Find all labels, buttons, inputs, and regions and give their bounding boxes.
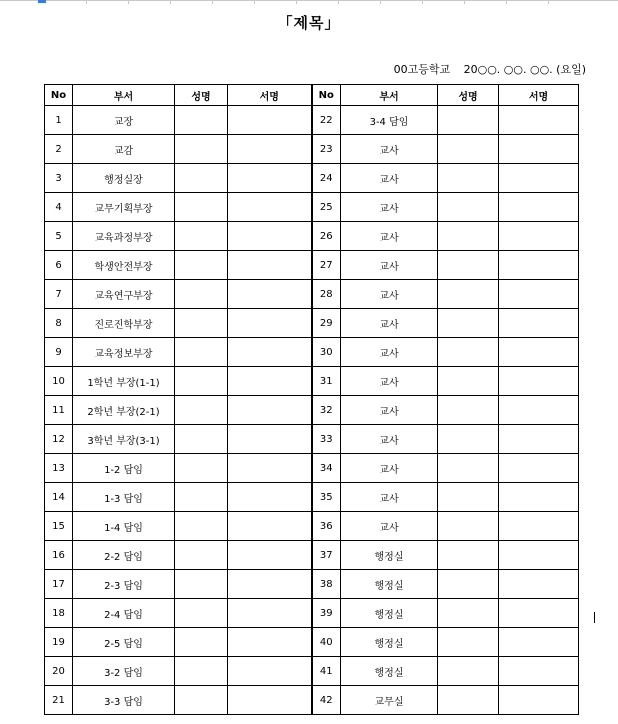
- cell-name-input[interactable]: [438, 338, 499, 367]
- table-row: [45, 686, 579, 715]
- cell-name-input[interactable]: [438, 512, 499, 541]
- header-no: No: [312, 85, 341, 106]
- cell-name-input[interactable]: [438, 367, 499, 396]
- cell-name-input[interactable]: [438, 280, 499, 309]
- cell-no: 16: [45, 541, 73, 570]
- cell-no: 31: [312, 367, 341, 396]
- ruler-tick: [380, 1, 381, 4]
- cell-signature-input[interactable]: [499, 251, 579, 280]
- header-no: No: [45, 85, 73, 106]
- cell-signature-input[interactable]: [499, 628, 579, 657]
- school-name: 00고등학교: [393, 63, 451, 76]
- cell-name-input[interactable]: [175, 164, 228, 193]
- table-row: [45, 541, 579, 570]
- cell-name-input[interactable]: [175, 512, 228, 541]
- cell-dept: 1학년 부장(1-1): [73, 367, 175, 396]
- header-dept: 부서: [341, 85, 438, 106]
- cell-dept: 행정실: [341, 570, 438, 599]
- cell-no: 1: [45, 106, 73, 135]
- table-row: [45, 367, 579, 396]
- table-row: [45, 454, 579, 483]
- cell-name-input[interactable]: [438, 425, 499, 454]
- cell-no: 18: [45, 599, 73, 628]
- cell-name-input[interactable]: [175, 657, 228, 686]
- ruler-tick: [128, 1, 129, 4]
- cell-no: 4: [45, 193, 73, 222]
- cell-no: 24: [312, 164, 341, 193]
- cell-no: 39: [312, 599, 341, 628]
- cell-signature-input[interactable]: [228, 686, 312, 715]
- table-row: [45, 599, 579, 628]
- cell-dept: 1-2 담임: [73, 454, 175, 483]
- table-row: [45, 628, 579, 657]
- ruler-indent-marker[interactable]: [38, 0, 46, 3]
- cell-dept: 2-5 담임: [73, 628, 175, 657]
- cell-signature-input[interactable]: [499, 367, 579, 396]
- cell-name-input[interactable]: [175, 396, 228, 425]
- cell-no: 35: [312, 483, 341, 512]
- cell-dept: 교감: [73, 135, 175, 164]
- cell-no: 9: [45, 338, 73, 367]
- cell-dept: 교사: [341, 338, 438, 367]
- document-date: 20○○. ○○. ○○. (요일): [463, 63, 586, 76]
- cell-signature-input[interactable]: [499, 309, 579, 338]
- cell-dept: 3-2 담임: [73, 657, 175, 686]
- cell-dept: 교사: [341, 164, 438, 193]
- cell-dept: 행정실: [341, 628, 438, 657]
- cell-dept: 교사: [341, 454, 438, 483]
- cell-dept: 행정실: [341, 599, 438, 628]
- table-row: [45, 251, 579, 280]
- document-subline: [394, 61, 586, 77]
- cell-no: 36: [312, 512, 341, 541]
- cell-no: 40: [312, 628, 341, 657]
- cell-no: 12: [45, 425, 73, 454]
- cell-name-input[interactable]: [175, 599, 228, 628]
- cell-no: 11: [45, 396, 73, 425]
- table-row: [45, 483, 579, 512]
- cell-name-input[interactable]: [175, 338, 228, 367]
- editor-ruler: [0, 0, 618, 5]
- cell-signature-input[interactable]: [228, 164, 312, 193]
- table-row: [45, 135, 579, 164]
- table-row: [45, 396, 579, 425]
- cell-signature-input[interactable]: [499, 541, 579, 570]
- cell-dept: 교무기획부장: [73, 193, 175, 222]
- cell-signature-input[interactable]: [499, 396, 579, 425]
- cell-dept: 1-4 담임: [73, 512, 175, 541]
- cell-dept: 행정실: [341, 541, 438, 570]
- cell-dept: 교사: [341, 396, 438, 425]
- cell-signature-input[interactable]: [228, 338, 312, 367]
- cell-no: 32: [312, 396, 341, 425]
- table-row: [45, 280, 579, 309]
- table-row: [45, 512, 579, 541]
- table-row: [45, 193, 579, 222]
- cell-dept: 교사: [341, 222, 438, 251]
- cell-no: 27: [312, 251, 341, 280]
- cell-dept: 행정실: [341, 657, 438, 686]
- cell-name-input[interactable]: [438, 164, 499, 193]
- header-signature: 서명: [228, 85, 312, 106]
- cell-signature-input[interactable]: [499, 483, 579, 512]
- cell-no: 5: [45, 222, 73, 251]
- table-row: [45, 570, 579, 599]
- cell-name-input[interactable]: [175, 570, 228, 599]
- ruler-tick: [464, 1, 465, 4]
- cell-no: 6: [45, 251, 73, 280]
- table-body: [45, 106, 579, 715]
- ruler-tick: [170, 1, 171, 4]
- cell-signature-input[interactable]: [228, 425, 312, 454]
- cell-dept: 교육정보부장: [73, 338, 175, 367]
- cell-no: 34: [312, 454, 341, 483]
- cell-signature-input[interactable]: [228, 193, 312, 222]
- cell-dept: 교장: [73, 106, 175, 135]
- cell-signature-input[interactable]: [499, 222, 579, 251]
- cell-signature-input[interactable]: [228, 599, 312, 628]
- cell-name-input[interactable]: [438, 251, 499, 280]
- cell-signature-input[interactable]: [499, 512, 579, 541]
- cell-signature-input[interactable]: [228, 628, 312, 657]
- cell-signature-input[interactable]: [228, 657, 312, 686]
- cell-no: 22: [312, 106, 341, 135]
- cell-no: 8: [45, 309, 73, 338]
- cell-signature-input[interactable]: [228, 454, 312, 483]
- ruler-tick: [212, 1, 213, 4]
- table-row: [45, 338, 579, 367]
- cell-no: 41: [312, 657, 341, 686]
- cell-no: 21: [45, 686, 73, 715]
- cell-no: 14: [45, 483, 73, 512]
- cell-name-input[interactable]: [438, 193, 499, 222]
- cell-signature-input[interactable]: [228, 483, 312, 512]
- cell-dept: 교사: [341, 251, 438, 280]
- cell-no: 2: [45, 135, 73, 164]
- cell-name-input[interactable]: [438, 106, 499, 135]
- cell-no: 26: [312, 222, 341, 251]
- cell-signature-input[interactable]: [499, 657, 579, 686]
- cell-dept: 1-3 담임: [73, 483, 175, 512]
- cell-name-input[interactable]: [175, 135, 228, 164]
- cell-signature-input[interactable]: [228, 251, 312, 280]
- cell-no: 25: [312, 193, 341, 222]
- cell-no: 23: [312, 135, 341, 164]
- cell-name-input[interactable]: [438, 570, 499, 599]
- cell-name-input[interactable]: [175, 425, 228, 454]
- cell-signature-input[interactable]: [499, 106, 579, 135]
- cell-dept: 2-3 담임: [73, 570, 175, 599]
- cell-signature-input[interactable]: [499, 686, 579, 715]
- cell-no: 33: [312, 425, 341, 454]
- cell-dept: 교사: [341, 309, 438, 338]
- cell-signature-input[interactable]: [228, 280, 312, 309]
- ruler-tick: [296, 1, 297, 4]
- cell-signature-input[interactable]: [499, 164, 579, 193]
- document-title: 「제목」: [277, 14, 341, 32]
- ruler-tick: [338, 1, 339, 4]
- cell-name-input[interactable]: [438, 483, 499, 512]
- cell-name-input[interactable]: [438, 309, 499, 338]
- cell-dept: 진로진학부장: [73, 309, 175, 338]
- cell-name-input[interactable]: [175, 541, 228, 570]
- cell-name-input[interactable]: [438, 135, 499, 164]
- cell-no: 19: [45, 628, 73, 657]
- cell-signature-input[interactable]: [499, 135, 579, 164]
- table-row: [45, 106, 579, 135]
- cell-dept: 3-3 담임: [73, 686, 175, 715]
- cell-dept: 학생안전부장: [73, 251, 175, 280]
- cell-name-input[interactable]: [438, 628, 499, 657]
- cell-no: 38: [312, 570, 341, 599]
- cell-name-input[interactable]: [438, 454, 499, 483]
- cell-dept: 행정실장: [73, 164, 175, 193]
- cell-name-input[interactable]: [175, 628, 228, 657]
- cell-no: 15: [45, 512, 73, 541]
- cell-no: 30: [312, 338, 341, 367]
- cell-signature-input[interactable]: [499, 193, 579, 222]
- cell-dept: 교사: [341, 135, 438, 164]
- cell-no: 3: [45, 164, 73, 193]
- table-header-row: [45, 85, 579, 106]
- cell-signature-input[interactable]: [499, 280, 579, 309]
- cell-signature-input[interactable]: [499, 338, 579, 367]
- header-name: 성명: [175, 85, 228, 106]
- ruler-tick: [506, 1, 507, 4]
- cell-no: 10: [45, 367, 73, 396]
- cell-signature-input[interactable]: [499, 425, 579, 454]
- cell-no: 17: [45, 570, 73, 599]
- cell-signature-input[interactable]: [228, 106, 312, 135]
- cell-dept: 교무실: [341, 686, 438, 715]
- cell-dept: 3-4 담임: [341, 106, 438, 135]
- cell-name-input[interactable]: [175, 280, 228, 309]
- cell-name-input[interactable]: [438, 686, 499, 715]
- cell-signature-input[interactable]: [228, 396, 312, 425]
- cell-signature-input[interactable]: [499, 599, 579, 628]
- table-row: [45, 309, 579, 338]
- cell-name-input[interactable]: [175, 193, 228, 222]
- cell-signature-input[interactable]: [228, 541, 312, 570]
- table-row: [45, 425, 579, 454]
- cell-name-input[interactable]: [438, 396, 499, 425]
- header-signature: 서명: [499, 85, 579, 106]
- header-dept: 부서: [73, 85, 175, 106]
- cell-name-input[interactable]: [175, 367, 228, 396]
- cell-name-input[interactable]: [438, 222, 499, 251]
- cell-dept: 교육과정부장: [73, 222, 175, 251]
- cell-signature-input[interactable]: [228, 570, 312, 599]
- cell-dept: 교사: [341, 193, 438, 222]
- cell-name-input[interactable]: [175, 106, 228, 135]
- cell-name-input[interactable]: [438, 657, 499, 686]
- cell-no: 28: [312, 280, 341, 309]
- ruler-tick: [254, 1, 255, 4]
- table-row: [45, 657, 579, 686]
- ruler-tick: [86, 1, 87, 4]
- cell-no: 20: [45, 657, 73, 686]
- cell-name-input[interactable]: [175, 309, 228, 338]
- cell-dept: 교사: [341, 512, 438, 541]
- table-row: [45, 222, 579, 251]
- cell-no: 37: [312, 541, 341, 570]
- cell-dept: 교사: [341, 367, 438, 396]
- cell-dept: 교사: [341, 425, 438, 454]
- ruler-tick: [422, 1, 423, 4]
- cell-signature-input[interactable]: [228, 222, 312, 251]
- cell-signature-input[interactable]: [499, 454, 579, 483]
- table-row: [45, 164, 579, 193]
- cell-dept: 2학년 부장(2-1): [73, 396, 175, 425]
- cell-signature-input[interactable]: [228, 512, 312, 541]
- ruler-tick: [548, 1, 549, 4]
- cell-dept: 교사: [341, 280, 438, 309]
- cell-name-input[interactable]: [175, 483, 228, 512]
- cell-no: 42: [312, 686, 341, 715]
- text-cursor: [594, 612, 595, 623]
- cell-name-input[interactable]: [175, 686, 228, 715]
- cell-name-input[interactable]: [175, 251, 228, 280]
- signature-table: [44, 84, 579, 715]
- cell-dept: 2-2 담임: [73, 541, 175, 570]
- cell-name-input[interactable]: [438, 541, 499, 570]
- cell-dept: 교사: [341, 483, 438, 512]
- cell-name-input[interactable]: [175, 454, 228, 483]
- cell-no: 29: [312, 309, 341, 338]
- cell-signature-input[interactable]: [228, 135, 312, 164]
- cell-no: 13: [45, 454, 73, 483]
- cell-name-input[interactable]: [438, 599, 499, 628]
- cell-signature-input[interactable]: [228, 309, 312, 338]
- cell-dept: 3학년 부장(3-1): [73, 425, 175, 454]
- cell-dept: 2-4 담임: [73, 599, 175, 628]
- cell-name-input[interactable]: [175, 222, 228, 251]
- header-name: 성명: [438, 85, 499, 106]
- cell-no: 7: [45, 280, 73, 309]
- cell-signature-input[interactable]: [228, 367, 312, 396]
- cell-signature-input[interactable]: [499, 570, 579, 599]
- cell-dept: 교육연구부장: [73, 280, 175, 309]
